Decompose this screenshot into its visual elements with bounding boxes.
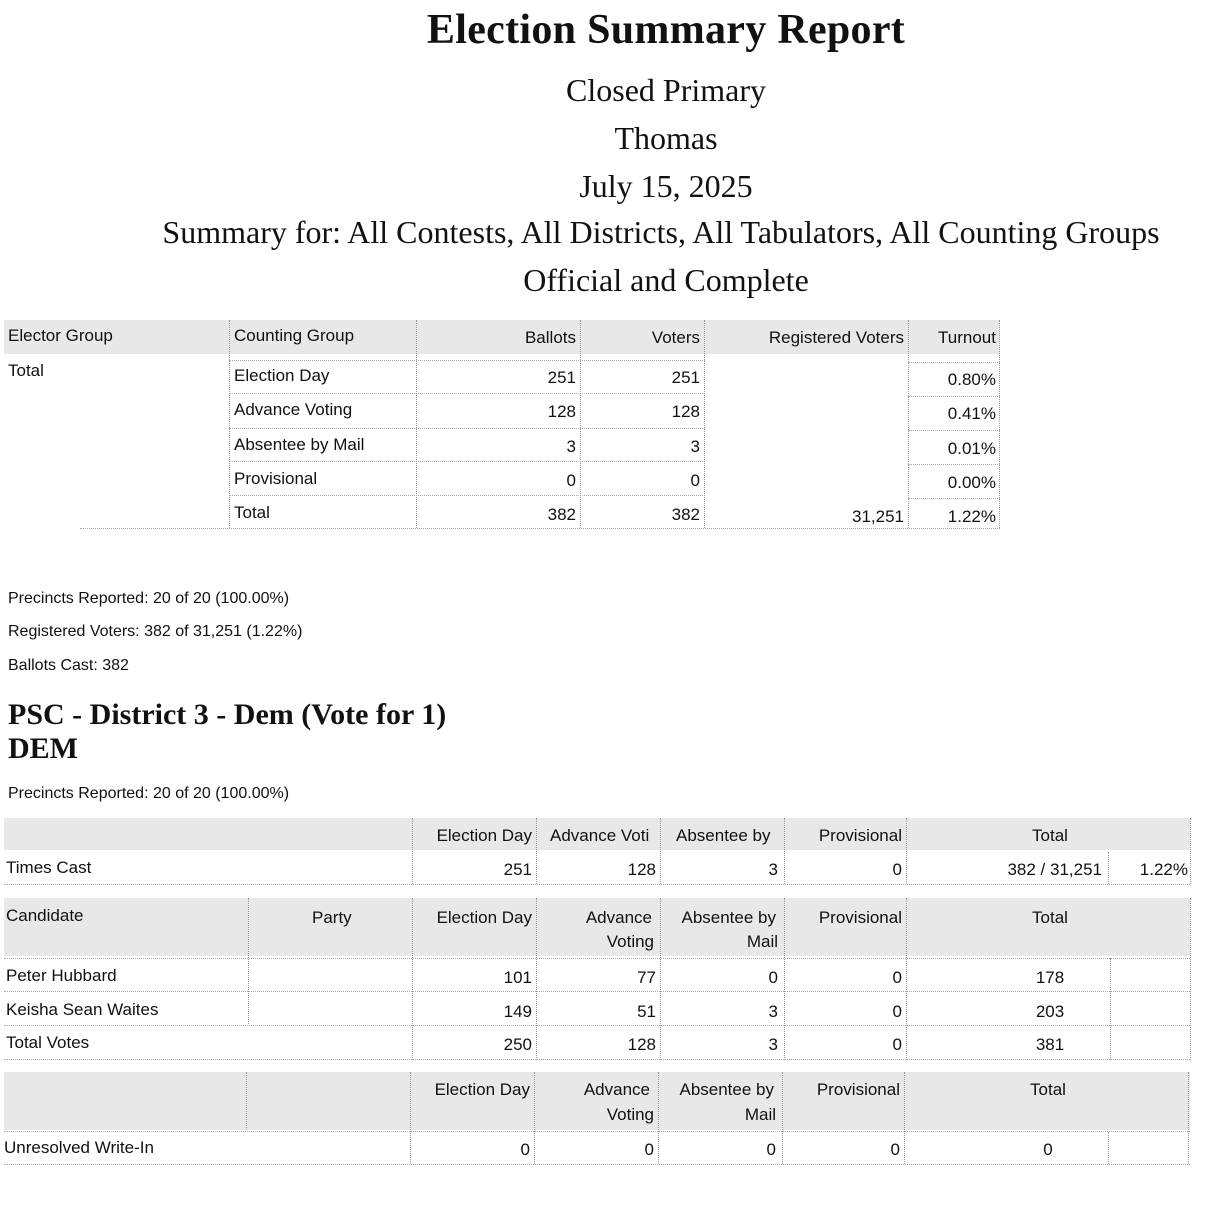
grid-line [410,1072,411,1164]
header-absentee: Absentee by [676,826,771,845]
grid-line [1190,898,1191,1060]
election-date: July 15, 2025 [579,168,753,204]
grid-line [1190,818,1191,884]
report-title: Election Summary Report [426,7,906,53]
candidate-name: Peter Hubbard [6,966,117,985]
grid-line [704,320,705,528]
registered-voters-stat: Registered Voters: 382 of 31,251 (1.22%) [8,623,303,640]
contest-title: PSC - District 3 - Dem (Vote for 1) [8,698,447,731]
grid-line [416,320,417,528]
voters-value: 251 [671,368,700,387]
candidate-absentee: 0 [768,968,778,987]
grid-line [248,898,249,1024]
grid-line [229,495,705,496]
grid-line [229,393,705,394]
writein-provisional: 0 [890,1140,900,1159]
header-election-day: Election Day [434,1080,530,1099]
grid-line [4,884,1190,885]
grid-line [4,1164,1190,1165]
header-turnout: Turnout [938,328,996,347]
header-advance-line2: Voting [606,932,654,951]
grid-line [1108,1132,1109,1164]
header-party: Party [312,908,352,927]
ballots-value: 382 [547,505,576,524]
header-absentee-line2: Mail [744,1105,776,1124]
grid-line [908,498,1000,499]
ballots-value: 128 [547,402,576,421]
writein-label: Unresolved Write-In [4,1138,154,1157]
grid-line [784,898,785,1060]
total-votes-provisional: 0 [892,1035,902,1054]
precincts-reported: Precincts Reported: 20 of 20 (100.00%) [8,590,290,607]
grid-line [1108,852,1109,884]
grid-line [229,428,705,429]
grid-line [246,1072,247,1130]
candidate-provisional: 0 [892,968,902,987]
writein-absentee: 0 [766,1140,776,1159]
grid-line [660,898,661,1060]
total-votes-advance: 128 [627,1035,656,1054]
report-status: Official and Complete [523,262,809,298]
grid-line [4,958,1190,959]
grid-line [534,1072,535,1164]
total-votes-label: Total Votes [6,1033,90,1052]
times-cast-percent: 1.22% [1139,860,1188,879]
candidate-total: 203 [1035,1002,1065,1021]
header-voters: Voters [651,328,700,347]
header-advance-line2: Voting [606,1105,654,1124]
grid-line [536,898,537,1060]
grid-line [999,320,1000,528]
total-votes-election-day: 250 [503,1035,532,1054]
header-advance-line1: Advance [585,908,652,927]
ballots-value: 251 [547,368,576,387]
grid-line [660,818,661,884]
header-advance-line1: Advance [583,1080,650,1099]
grid-line [229,360,705,361]
grid-line [4,1131,1190,1132]
counting-group-label: Advance Voting [234,400,353,419]
grid-line [229,320,230,528]
writein-election-day: 0 [520,1140,530,1159]
ballots-cast-stat: Ballots Cast: 382 [8,657,129,674]
total-votes-absentee: 3 [768,1035,778,1054]
header-total: Total [1032,826,1068,845]
ballots-value: 3 [566,437,576,456]
counting-group-label: Election Day [234,366,330,385]
voters-value: 0 [690,471,700,490]
grid-line [908,396,1000,397]
header-ballots: Ballots [524,328,576,347]
header-total: Total [1030,1080,1066,1099]
voters-value: 128 [671,402,700,421]
candidate-election-day: 101 [503,968,532,987]
header-absentee-line1: Absentee by [681,908,776,927]
ballots-value: 0 [566,471,576,490]
header-registered-voters: Registered Voters [768,328,904,347]
candidate-absentee: 3 [768,1002,778,1021]
times-cast-advance: 128 [627,860,656,879]
grid-line [658,1072,659,1164]
candidate-election-day: 149 [503,1002,532,1021]
voters-value: 3 [690,437,700,456]
header-absentee-line1: Absentee by [679,1080,774,1099]
times-cast-provisional: 0 [892,860,902,879]
grid-line [4,1025,1190,1026]
writein-total: 0 [1043,1140,1053,1159]
header-provisional: Provisional [818,908,902,927]
times-cast-label: Times Cast [6,858,92,877]
grid-line [782,1072,783,1164]
header-counting-group: Counting Group [234,326,355,345]
grid-line [1188,1072,1189,1164]
summary-scope: Summary for: All Contests, All Districts, All Tabulators, All Counting Groups [162,214,1160,250]
candidate-advance: 77 [637,968,656,987]
header-total: Total [1032,908,1068,927]
times-cast-total: 382 / 31,251 [1007,860,1102,879]
grid-line [412,898,413,1060]
grid-line [906,818,907,884]
turnout-value: 0.41% [947,404,996,423]
grid-line [4,1059,1190,1060]
grid-line [536,818,537,884]
grid-line [906,898,907,1060]
counting-group-label: Provisional [234,469,318,488]
total-votes-total: 381 [1035,1035,1065,1054]
header-elector-group: Elector Group [8,326,113,345]
grid-line [412,818,413,884]
header-election-day: Election Day [436,826,532,845]
grid-line [908,430,1000,431]
writein-advance: 0 [644,1140,654,1159]
header-candidate: Candidate [6,906,84,925]
candidate-name: Keisha Sean Waites [6,1000,159,1019]
turnout-value: 0.80% [947,370,996,389]
turnout-value: 0.01% [947,439,996,458]
turnout-value: 1.22% [947,507,996,526]
grid-line [908,320,909,528]
county-name: Thomas [614,120,718,156]
contest-precincts-reported: Precincts Reported: 20 of 20 (100.00%) [8,785,290,802]
header-provisional: Provisional [816,1080,900,1099]
voters-value: 382 [671,505,700,524]
grid-line [80,528,1000,529]
election-type: Closed Primary [566,72,766,108]
counting-group-label: Total [234,503,270,522]
registered-voters-value: 31,251 [852,507,904,526]
header-advance-voting: Advance Voti [550,826,650,845]
header-election-day: Election Day [436,908,532,927]
candidate-provisional: 0 [892,1002,902,1021]
grid-line [908,362,1000,363]
times-cast-absentee: 3 [768,860,778,879]
elector-group-total: Total [8,361,44,380]
contest-party: DEM [8,732,78,765]
grid-line [904,1072,905,1164]
turnout-value: 0.00% [947,473,996,492]
times-cast-election-day: 251 [503,860,532,879]
grid-line [229,461,705,462]
header-absentee-line2: Mail [746,932,778,951]
grid-line [784,818,785,884]
grid-line [1110,958,1111,1060]
header-provisional: Provisional [818,826,902,845]
counting-group-label: Absentee by Mail [234,435,365,454]
grid-line [4,991,1190,992]
grid-line [908,464,1000,465]
candidate-advance: 51 [637,1002,656,1021]
candidate-total: 178 [1035,968,1065,987]
grid-line [580,320,581,528]
